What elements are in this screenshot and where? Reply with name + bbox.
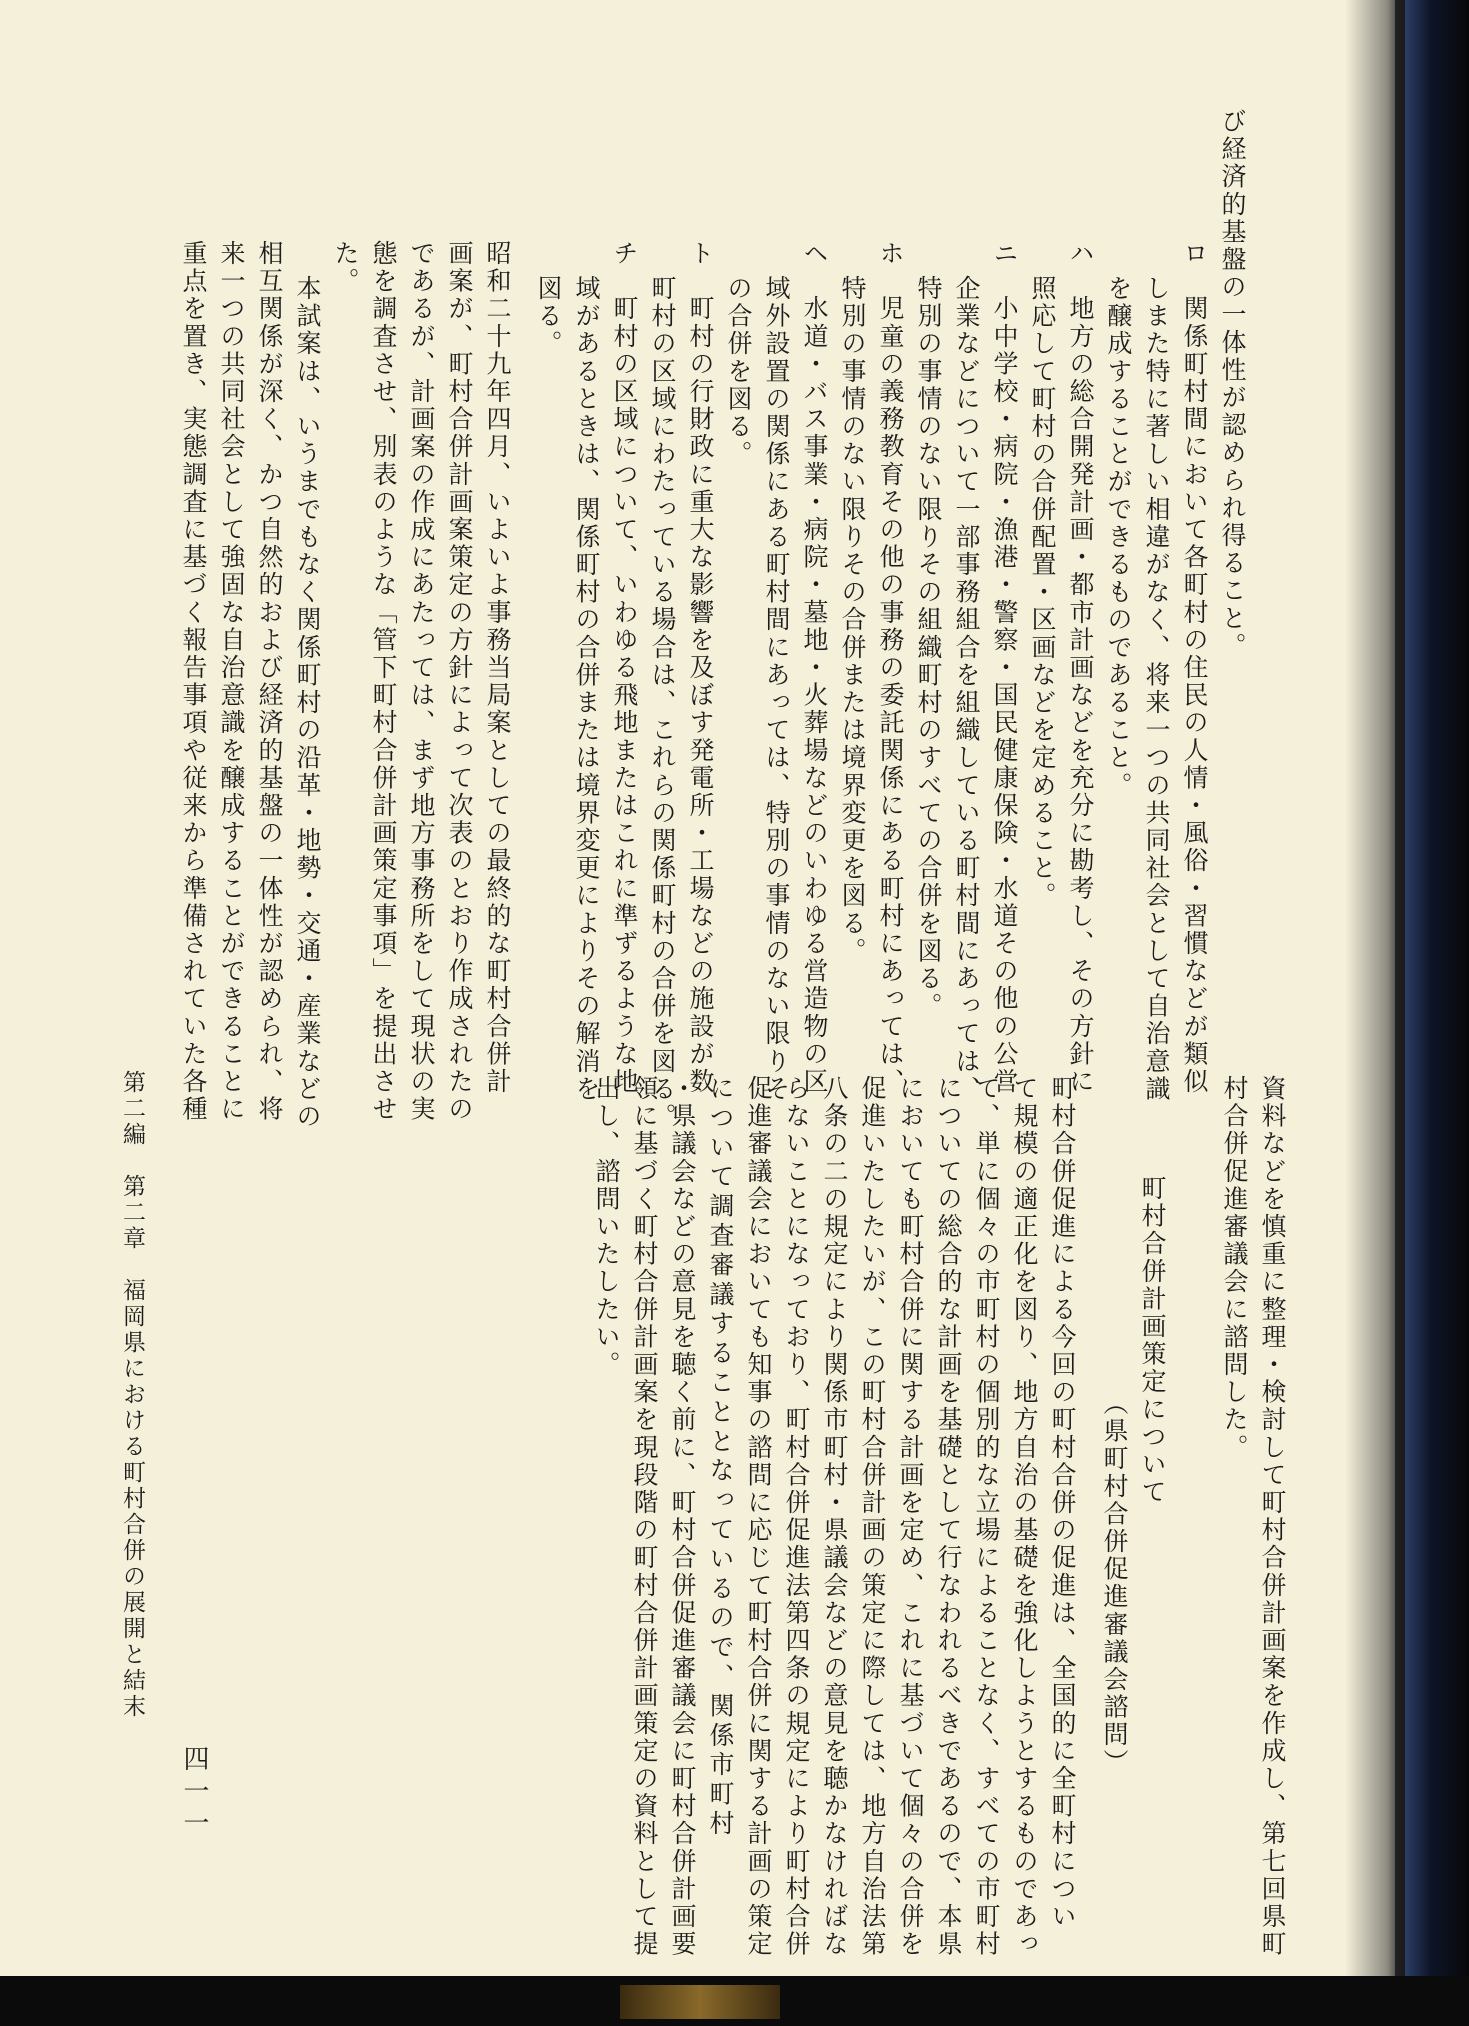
upper-col-2: ロ 関係町村間において各町村の住民の人情・風俗・習慣などが類似 [1180,240,1209,1096]
upper-col-18: 域があるときは、関係町村の合併または境界変更によりその解消を [572,275,601,1103]
book-binding-mark [620,1985,780,2019]
running-head: 第二編 第二章 福岡県における町村合併の展開と結末 [119,1070,145,1720]
upper-col-13: 域外設置の関係にある町村間にあっては、特別の事情のない限りそ [762,275,791,1103]
upper-col-24: た。 [331,240,360,296]
upper-col-3: しまた特に著しい相違がなく、将来一つの共同社会として自治意識 [1142,275,1171,1103]
upper-col-22: であるが、計画案の作成にあたっては、まず地方事務所をして現状の実 [407,240,436,1124]
lower-col-2: 村合併促進審議会に諮問した。 [1220,1075,1249,1462]
lower-col-17: 出し、諮問いたしたい。 [592,1075,621,1379]
upper-col-5: ハ 地方の総合開発計画・都市計画などを充分に勘考し、その方針に [1066,240,1095,1096]
upper-col-7: ニ 小中学校・病院・漁港・警察・国民健康保険・水道その他の公営 [990,240,1019,1096]
lower-col-3-heading: 町村合併計画策定について [1138,1175,1167,1507]
lower-col-12: らないことになっており、町村合併促進法第四条の規定により町村合併 [782,1075,811,1959]
upper-col-16: 町村の区域にわたっている場合は、これらの関係町村の合併を図る。 [648,275,677,1131]
upper-col-4: を醸成することができるものであること。 [1104,275,1133,800]
adjacent-page-edge [1405,0,1469,1976]
upper-col-19: 図る。 [534,275,563,358]
upper-col-25: 本試案は、いうまでもなく関係町村の沿革・地勢・交通・産業などの [293,275,322,1131]
lower-col-14: について調査審議することとなっているので、関係市町村 [706,1075,735,1840]
page-gutter-shadow [1345,0,1405,1976]
upper-col-8: 企業などについて一部事務組合を組織している町村間にあっては、 [952,275,981,1103]
upper-col-6: 照応して町村の合併配置・区画などを定めること。 [1028,275,1057,910]
upper-col-15: ト 町村の行財政に重大な影響を及ぼす発電所・工場などの施設が数 [686,240,715,1096]
upper-col-20: 昭和二十九年四月、いよいよ事務当局案としての最終的な町村合併計 [483,240,512,1096]
upper-col-14: の合併を図る。 [724,275,753,469]
lower-col-13: 促進審議会においても知事の諮問に応じて町村合併に関する計画の策定 [744,1075,773,1959]
lower-col-9: においても町村合併に関する計画を定め、これに基づいて個々の合併を [896,1075,925,1959]
lower-col-4-subheading: （県町村合併促進審議会諮問） [1100,1390,1129,1777]
lower-col-11: 八条の二の規定により関係市町村・県議会などの意見を聴かなければな [820,1075,849,1959]
upper-col-12: ヘ 水道・バス事業・病院・墓地・火葬場などのいわゆる営造物の区 [800,240,829,1096]
upper-col-10: ホ 児童の義務教育その他の事務の委託関係にある町村にあっては、 [876,240,905,1096]
upper-col-9: 特別の事情のない限りその組織町村のすべての合併を図る。 [914,275,943,1021]
upper-col-11: 特別の事情のない限りその合併または境界変更を図る。 [838,275,867,965]
page-number: 四一一 [179,1745,209,1841]
upper-col-27: 来一つの共同社会として強固な自治意識を醸成することができることに [217,240,246,1124]
lower-col-15: ・県議会などの意見を聴く前に、町村合併促進審議会に町村合併計画要 [668,1075,697,1959]
lower-col-16: 領に基づく町村合併計画案を現段階の町村合併計画策定の資料として提 [630,1075,659,1959]
upper-col-21: 画案が、町村合併計画案策定の方針によって次表のとおり作成されたの [445,240,474,1124]
upper-col-28: 重点を置き、実態調査に基づく報告事項や従来から準備されていた各種 [179,240,208,1124]
lower-col-1: 資料などを慎重に整理・検討して町村合併計画案を作成し、第七回県町 [1258,1075,1287,1959]
lower-col-5: 町村合併促進による今回の町村合併の促進は、全国的に全町村につい [1048,1075,1077,1931]
lower-col-7: て、単に個々の市町村の個別的な立場によることなく、すべての市町村 [972,1075,1001,1959]
upper-col-26: 相互関係が深く、かつ自然的および経済的基盤の一体性が認められ、将 [255,240,284,1124]
lower-col-6: て規模の適正化を図り、地方自治の基礎を強化しようとするものであっ [1010,1075,1039,1959]
lower-col-8: についての総合的な計画を基礎として行なわれるべきであるので、本県 [934,1075,963,1959]
upper-col-23: 態を調査させ、別表のような「管下町村合併計画策定事項」を提出させ [369,240,398,1124]
upper-col-1: び経済的基盤の一体性が認められ得ること。 [1218,108,1247,660]
lower-col-10: 促進いたしたいが、この町村合併計画の策定に際しては、地方自治法第 [858,1075,887,1959]
upper-col-17: チ 町村の区域について、いわゆる飛地またはこれに準ずるような地 [610,240,639,1096]
